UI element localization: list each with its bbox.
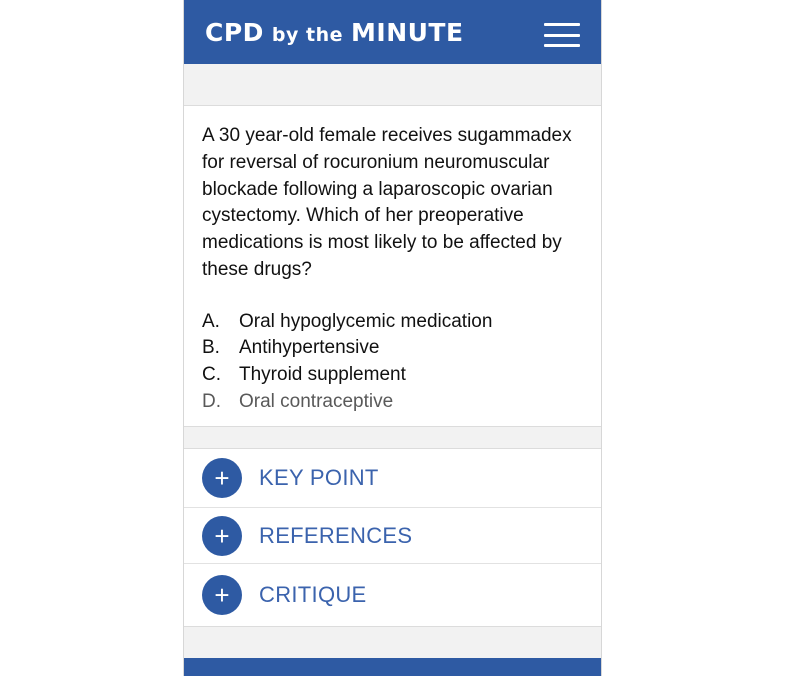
key-point-label: KEY POINT [259, 465, 379, 490]
app-screen [183, 0, 602, 676]
menu-bar [544, 44, 580, 47]
question-card [184, 105, 601, 427]
question-text: A 30 year-old female receives sugammadex for reversal of rocuronium neuromuscular blockade following a laparoscopic ovarian cystectomy. Which of her preoperative medications is most likely to be affected by these drugs? [202, 125, 572, 280]
menu-bar [544, 23, 580, 26]
bottom-bar [184, 658, 601, 676]
answer-option-b[interactable] [202, 335, 589, 362]
option-text: Oral contraceptive [239, 390, 394, 412]
app-header [184, 0, 601, 64]
plus-icon: + [202, 575, 242, 615]
app-logo[interactable] [205, 18, 464, 47]
option-text: Thyroid supplement [239, 363, 406, 385]
plus-icon: + [202, 458, 242, 498]
plus-icon: + [202, 516, 242, 556]
brand-by-the: by the [271, 23, 344, 46]
key-point-toggle[interactable] [184, 449, 601, 508]
answer-option-c[interactable] [202, 362, 589, 389]
option-letter: D. [202, 390, 221, 412]
option-text: Antihypertensive [239, 337, 380, 359]
critique-label: CRITIQUE [259, 582, 367, 607]
answer-options [202, 309, 589, 415]
brand-cpd: CPD [205, 17, 264, 47]
option-letter: A. [202, 310, 220, 332]
option-text: Oral hypoglycemic medication [239, 310, 493, 332]
answer-option-a[interactable] [202, 309, 589, 336]
brand-minute: MINUTE [351, 17, 464, 47]
option-letter: B. [202, 337, 220, 359]
references-toggle[interactable] [184, 508, 601, 564]
critique-toggle[interactable] [184, 564, 601, 626]
menu-bar [544, 34, 580, 37]
references-label: REFERENCES [259, 522, 413, 548]
hamburger-menu-icon[interactable] [544, 23, 580, 47]
expandable-sections [184, 448, 601, 627]
answer-option-d[interactable] [202, 389, 589, 416]
option-letter: C. [202, 363, 221, 385]
